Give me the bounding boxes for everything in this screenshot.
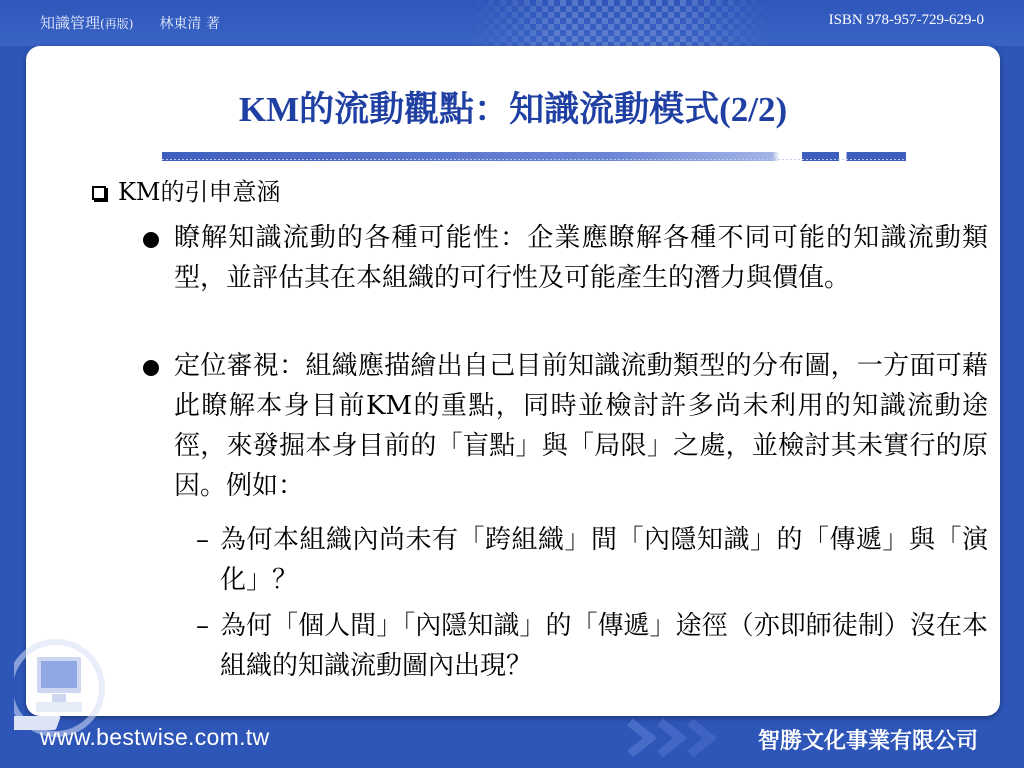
filled-circle-icon <box>143 360 159 376</box>
sub-bullet-item <box>196 606 988 686</box>
book-title: 知識管理 <box>40 14 101 32</box>
bullet-item <box>146 346 988 506</box>
sub-bullet-text: 為何本組織內尚未有「跨組織」間「內隱知識」的「傳遞」與「演化」？ <box>220 525 988 595</box>
sub-bullet-text: 為何「個人間」「內隱知識」的「傳遞」途徑（亦即師徒制）沒在本組織的知識流動圖內出現？ <box>220 611 988 681</box>
book-author: 林東清 著 <box>159 16 220 32</box>
chevron-arrows-icon <box>620 718 740 758</box>
book-edition: (再版) <box>100 17 134 31</box>
slide-content-card <box>26 46 1000 716</box>
header-book-info <box>40 12 220 33</box>
dash-marker: – <box>196 525 209 555</box>
footer-company-name: 智勝文化事業有限公司 <box>757 729 978 754</box>
header-bar <box>0 0 1024 46</box>
bullet-text: 定位審視：組織應描繪出自己目前知識流動類型的分布圖，一方面可藉此瞭解本身目前KM的重點，同時並檢討許多尚未利用的知識流動途徑，來發掘本身目前的「盲點」與「局限」之處，並檢討其未實行的原因。例如： <box>174 351 988 501</box>
header-checker-pattern <box>470 0 770 46</box>
filled-circle-icon <box>143 232 159 248</box>
dash-marker: – <box>196 611 209 641</box>
level1-heading-text: KM的引申意涵 <box>118 178 281 206</box>
book-isbn: ISBN 978-957-729-629-0 <box>828 12 984 28</box>
checkbox-square-icon <box>92 186 106 200</box>
slide-title: KM的流動觀點：知識流動模式(2/2) <box>238 90 788 129</box>
bullet-item <box>146 218 988 298</box>
footer-website-url: www.bestwise.com.tw <box>40 724 270 750</box>
title-divider <box>162 152 906 161</box>
bullet-text: 瞭解知識流動的各種可能性：企業應瞭解各種不同可能的知識流動類型，並評估其在本組織的可行性及可能產生的潛力與價值。 <box>174 223 988 293</box>
level1-heading <box>92 172 281 207</box>
sub-bullet-item <box>196 520 988 600</box>
